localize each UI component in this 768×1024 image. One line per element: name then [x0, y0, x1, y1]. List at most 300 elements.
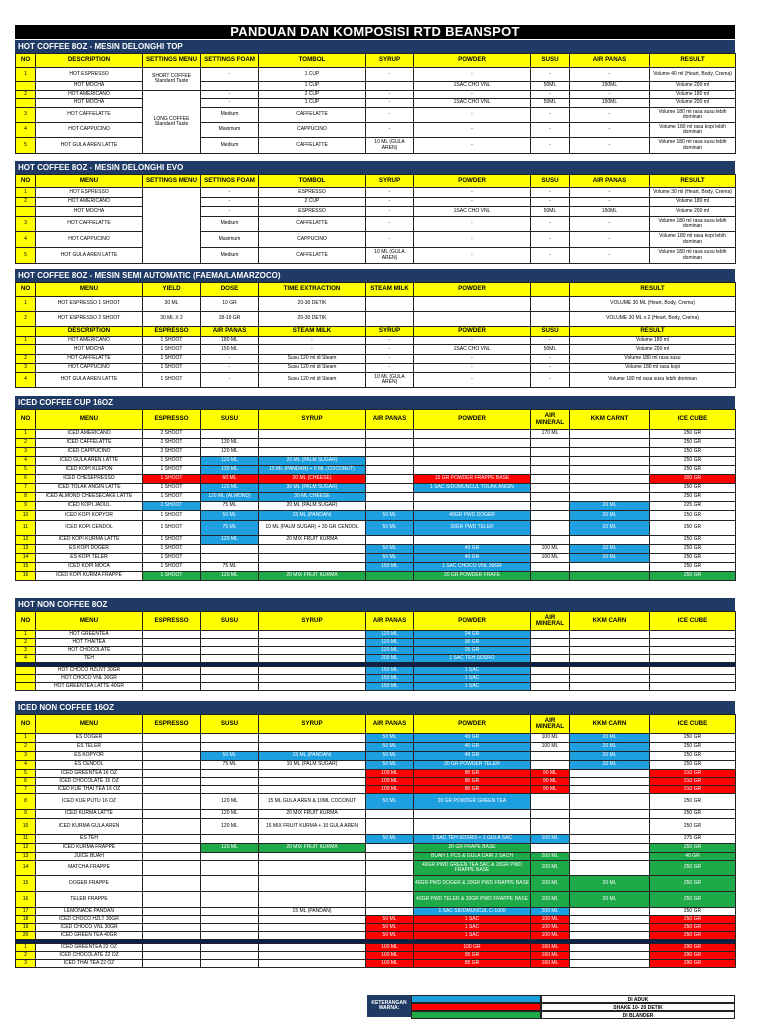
table-cell: HOT AMERICANO	[36, 337, 143, 345]
table-cell: 180 ML	[201, 337, 259, 345]
table-cell: CAFFELATTE	[259, 138, 366, 154]
column-header: SETTINGS FOAM	[201, 175, 259, 188]
table-cell: HOT GREENTEA	[36, 631, 143, 639]
table-cell	[143, 752, 201, 761]
table-cell: 250 GR	[650, 536, 736, 545]
table-row	[16, 91, 736, 99]
table-cell	[570, 952, 650, 960]
table-cell: 200 ML	[531, 853, 570, 861]
column-header: SETTINGS MENU	[143, 175, 201, 188]
table-cell: -	[201, 188, 259, 198]
table-cell: 1 CUP	[259, 68, 366, 82]
row-number-cell: 1	[16, 188, 36, 198]
table-cell: 90 ML	[531, 770, 570, 778]
table-cell	[570, 819, 650, 835]
table-row	[16, 430, 736, 439]
table-cell: 170 ML	[531, 430, 570, 439]
table-header-row	[16, 54, 736, 68]
table-row	[16, 457, 736, 466]
table-cell: 250 GR	[650, 752, 736, 761]
table-cell	[531, 794, 570, 810]
section-title: HOT COFFEE 8OZ - MESIN SEMI AUTOMATIC (FAEMA/LAMARZOCO)	[15, 269, 735, 282]
table-cell: -	[531, 91, 570, 99]
table-cell: Volume 180 ml rasa susu	[570, 355, 736, 364]
table-cell	[650, 675, 736, 683]
table-cell: ICED KOPI MOCA	[36, 563, 143, 572]
row-number-cell: 16	[16, 572, 36, 581]
table-cell: -	[531, 355, 570, 364]
table-header-row	[16, 612, 736, 631]
table-cell: CAFFELATTE	[259, 217, 366, 232]
table-cell	[201, 545, 259, 554]
table-cell	[570, 916, 650, 924]
table-cell: ICED KOPI CENDOL	[36, 521, 143, 536]
table-cell: 200 ML	[366, 655, 414, 663]
row-number-cell: 13	[16, 545, 36, 554]
table-cell	[531, 439, 570, 448]
table-cell	[570, 835, 650, 844]
table-cell: JUICE BUAH	[36, 853, 143, 861]
table-cell: 85 GR	[414, 960, 531, 968]
table-row	[16, 248, 736, 264]
table-cell: 1 SHOOT	[143, 484, 201, 493]
table-cell: 75 ML	[201, 521, 259, 536]
table-row	[16, 521, 736, 536]
table-cell	[201, 683, 259, 691]
table-row	[16, 631, 736, 639]
column-header: SUSU	[201, 715, 259, 734]
table-cell: ICED GULA AREN LATTE	[36, 457, 143, 466]
table-cell: 160 ML	[531, 944, 570, 952]
table-cell: 1 SAC	[414, 683, 531, 691]
table-cell	[143, 861, 201, 876]
column-header: MENU	[36, 715, 143, 734]
table-cell: ES KOPI DOGER	[36, 545, 143, 554]
table-cell: 40GR PWD TELER & 20GR PWD FRAPPE BASE	[414, 892, 531, 908]
table-cell: ICED GREENTEA 22 OZ	[36, 944, 143, 952]
table-cell: 80 GR	[414, 778, 531, 786]
table-row	[16, 511, 736, 521]
table-cell: CAPPUCINO	[259, 123, 366, 138]
table-cell: ICED KUE THAI TEA 16 OZ	[36, 786, 143, 794]
column-header: SUSU	[201, 410, 259, 430]
table-cell: 50ML	[531, 207, 570, 217]
column-header: RESULT	[570, 283, 736, 297]
column-header: SYRUP	[259, 612, 366, 631]
table-row	[16, 810, 736, 819]
table-cell	[201, 743, 259, 752]
table-cell: -	[414, 68, 531, 82]
table-cell: 1 SAC TEH SOSRO	[414, 655, 531, 663]
table-cell	[531, 457, 570, 466]
column-header: ICE CUBE	[650, 715, 736, 734]
table-cell: BUAH 1 PCS & GULA CAIR 2 SACH	[414, 853, 531, 861]
table-cell: Susu 120 ml di Steam	[259, 373, 366, 388]
table-cell: 100 GR	[414, 944, 531, 952]
table-cell	[570, 932, 650, 940]
table-cell: ICED CAPPUCINO	[36, 448, 143, 457]
table-cell: ESPRESSO	[259, 188, 366, 198]
table-cell: 10 ML (PALM SUGAR)	[259, 761, 366, 770]
table-cell: -	[366, 99, 414, 108]
column-header: ESPRESSO	[143, 612, 201, 631]
column-header: RESULT	[650, 175, 736, 188]
table-cell: 2 SHOOT	[143, 439, 201, 448]
row-number-cell: 14	[16, 861, 36, 876]
table-cell: HOT ESPRESSO	[36, 68, 143, 82]
table-cell: ESPRESSO	[143, 327, 201, 337]
table-cell: 75 ML	[201, 502, 259, 511]
table-cell: 250 GR	[650, 761, 736, 770]
table-cell: 20 ML	[570, 502, 650, 511]
table-row	[16, 743, 736, 752]
table-cell	[201, 82, 259, 91]
table-cell: 150ML	[570, 82, 650, 91]
table-cell: ICED CHESEPRESSO	[36, 475, 143, 484]
table-cell	[366, 297, 414, 312]
table-row	[16, 82, 736, 91]
table-cell	[201, 631, 259, 639]
table-cell: 50 ML	[366, 545, 414, 554]
table-cell	[414, 819, 531, 835]
table-cell: 1 SHOOT	[143, 545, 201, 554]
table-cell	[201, 430, 259, 439]
table-cell	[143, 734, 201, 743]
table-cell: -	[570, 198, 650, 207]
table-cell: 250 GR	[650, 511, 736, 521]
table-cell: -	[414, 123, 531, 138]
table-row	[16, 819, 736, 835]
table-cell	[143, 786, 201, 794]
row-number-cell	[16, 207, 36, 217]
table-cell	[531, 810, 570, 819]
table-cell	[570, 908, 650, 916]
table-cell: -	[366, 198, 414, 207]
table-cell: 1 SHOOT	[143, 466, 201, 475]
table-cell	[366, 448, 414, 457]
table-cell: 40 GR	[414, 752, 531, 761]
table-cell: -	[531, 337, 570, 345]
legend-swatch-shake	[411, 1003, 541, 1011]
table-cell: 120 ML	[201, 572, 259, 581]
table-cell: -	[366, 217, 414, 232]
table-cell: ICED KOPI KURMA LATTE	[36, 536, 143, 545]
table-cell: HOT CHOCO VNL 30GR	[36, 675, 143, 683]
table-cell: -	[414, 198, 531, 207]
table-cell: 150 ML	[366, 675, 414, 683]
table-cell	[259, 631, 366, 639]
table-cell: 20 ML	[570, 761, 650, 770]
table-cell: Volume 180 ml rasa kopi lebih dominan	[650, 232, 736, 248]
table-cell: Volume 180 ml	[650, 91, 736, 99]
table-cell: HOT CHOCO HZLNT 30GR	[36, 667, 143, 675]
table-cell: HOT GULA AREN LATTE	[36, 248, 143, 264]
table-cell	[366, 312, 414, 327]
row-number-cell: 19	[16, 924, 36, 932]
table-cell	[531, 521, 570, 536]
column-header: ESPRESSO	[143, 410, 201, 430]
table-cell: 1 SHOOT	[143, 572, 201, 581]
table-cell: 20-30 DETIK	[259, 312, 366, 327]
row-number-cell: 2	[16, 355, 36, 364]
table-cell	[259, 932, 366, 940]
table-row	[16, 667, 736, 675]
table-cell: 225 GR	[650, 502, 736, 511]
table-cell	[366, 810, 414, 819]
table-cell: 20 MIX FRUIT KURMA	[259, 536, 366, 545]
table-cell: -	[366, 345, 414, 355]
table-row	[16, 786, 736, 794]
table-cell	[650, 639, 736, 647]
table-cell: 20 GR POWDER GREEN TEA	[414, 794, 531, 810]
table-cell: 25 GR	[414, 647, 531, 655]
table-cell: 1 SHOOT	[143, 521, 201, 536]
table-cell: 290 GR	[650, 944, 736, 952]
table-cell: Susu 120 ml di Steam	[259, 364, 366, 373]
table-row	[16, 734, 736, 743]
table-cell: 15 MIX FRUIT KURMA + 10 GULA AREN	[259, 819, 366, 835]
table-cell	[143, 952, 201, 960]
table-cell: -	[366, 207, 414, 217]
table-row	[16, 232, 736, 248]
table-cell	[259, 861, 366, 876]
table-cell	[570, 675, 650, 683]
row-number-cell: 3	[16, 108, 36, 123]
row-number-cell	[16, 675, 36, 683]
table-cell: Volume 180 ml rasa susu lebih dominan	[650, 248, 736, 264]
table-cell	[259, 778, 366, 786]
table-cell: 20GR PWD TELER	[414, 521, 531, 536]
table-row	[16, 916, 736, 924]
table-cell: 100 ML	[531, 932, 570, 940]
table-cell: 100 ML	[531, 743, 570, 752]
row-number-cell: 1	[16, 631, 36, 639]
table-cell: 1SAC CHO VNL	[414, 99, 531, 108]
row-number-cell: 2	[16, 198, 36, 207]
table-cell: 250 GR	[650, 554, 736, 563]
table-cell	[531, 475, 570, 484]
table-cell: 1 SAC CHOCO VNL 30GR	[414, 563, 531, 572]
table-cell	[366, 536, 414, 545]
column-header: POWDER	[414, 175, 531, 188]
table-cell: 2 CUP	[259, 91, 366, 99]
table-cell	[531, 683, 570, 691]
table-cell: -	[414, 91, 531, 99]
table-row	[16, 545, 736, 554]
table-cell: 60 ML	[201, 475, 259, 484]
table-cell	[143, 944, 201, 952]
table-cell: -	[201, 373, 259, 388]
table-cell	[201, 667, 259, 675]
table-cell: 90 ML	[531, 786, 570, 794]
table-cell: 1 SHOOT	[143, 493, 201, 502]
row-number-cell: 8	[16, 493, 36, 502]
table-cell: HOT CAPPUCINO	[36, 364, 143, 373]
table-cell	[201, 861, 259, 876]
table-cell: ES DOGER	[36, 734, 143, 743]
row-number-cell: 3	[16, 960, 36, 968]
table-cell: 1 SAC SIDOMUNCUL TOLAK ANGIN	[414, 484, 531, 493]
table-cell: 120 ML	[201, 810, 259, 819]
table-cell: 200 GR	[650, 475, 736, 484]
table-cell: -	[531, 123, 570, 138]
column-header	[531, 283, 570, 297]
table-row	[16, 68, 736, 82]
table-cell	[201, 770, 259, 778]
table-row	[16, 876, 736, 892]
table-cell: -	[366, 364, 414, 373]
table-cell: 40 GR	[414, 734, 531, 743]
table-cell: 10 GR	[201, 297, 259, 312]
table-cell: 10 ML (PALM SUGAR) + 30 GR CENDOL	[259, 521, 366, 536]
table-cell	[366, 861, 414, 876]
column-header: YIELD	[143, 283, 201, 297]
table-row	[16, 108, 736, 123]
table-cell	[570, 572, 650, 581]
recipe-table	[15, 714, 736, 968]
table-cell: 15 ML (PANDAN)	[259, 511, 366, 521]
table-cell	[143, 778, 201, 786]
table-cell	[366, 844, 414, 853]
table-cell	[366, 502, 414, 511]
table-cell: 20 ML (CHEESE)	[259, 475, 366, 484]
table-cell	[570, 794, 650, 810]
table-cell: 20 MIX FRUIT KURMA	[259, 572, 366, 581]
table-cell: RESULT	[570, 327, 736, 337]
row-number-cell: 1	[16, 297, 36, 312]
row-number-cell: 1	[16, 68, 36, 82]
table-cell: 20 MIX FRUIT KURMA	[259, 844, 366, 853]
table-cell: 150 ML	[201, 345, 259, 355]
table-cell: 150 ML	[366, 683, 414, 691]
table-cell: HOT GULA AREN LATTE	[36, 373, 143, 388]
table-cell: 120 ML	[201, 794, 259, 810]
table-cell	[414, 457, 531, 466]
table-row	[16, 448, 736, 457]
table-cell: CAFFELATTE	[259, 108, 366, 123]
table-cell: -	[570, 248, 650, 264]
table-cell	[570, 667, 650, 675]
table-row	[16, 924, 736, 932]
table-cell	[259, 960, 366, 968]
table-cell: 20 ML	[570, 752, 650, 761]
table-cell: Volume 200 ml	[650, 99, 736, 108]
table-cell	[531, 761, 570, 770]
column-header: STEAM MILK	[366, 283, 414, 297]
table-cell	[366, 466, 414, 475]
column-header: SUSU	[531, 175, 570, 188]
table-cell: 1 SAC	[414, 675, 531, 683]
legend-label: KETERANGAN WARNA:	[367, 995, 411, 1017]
table-cell	[531, 752, 570, 761]
table-cell	[414, 536, 531, 545]
table-cell: 1 SHOOT	[143, 475, 201, 484]
table-cell: 120 ML	[201, 844, 259, 853]
table-cell: 40 GR	[650, 853, 736, 861]
table-cell	[143, 892, 201, 908]
table-row	[16, 484, 736, 493]
table-row	[16, 312, 736, 327]
table-row	[16, 639, 736, 647]
table-cell: -	[201, 207, 259, 217]
column-header: POWDER	[414, 612, 531, 631]
table-cell: 50 ML	[366, 794, 414, 810]
table-cell: 160 ML	[531, 960, 570, 968]
column-header: KKM CARN	[570, 715, 650, 734]
table-cell	[201, 835, 259, 844]
table-cell: ICED AMERICANO	[36, 430, 143, 439]
row-number-cell: 7	[16, 786, 36, 794]
table-cell: -	[531, 232, 570, 248]
table-cell: 20 GR FRAPE BASE	[414, 844, 531, 853]
row-number-cell	[16, 345, 36, 355]
table-row	[16, 647, 736, 655]
row-number-cell: 3	[16, 647, 36, 655]
table-cell: HOT THAITEA	[36, 639, 143, 647]
table-cell: 100 ML	[531, 861, 570, 876]
row-number-cell: 2	[16, 91, 36, 99]
column-header: ICE CUBE	[650, 410, 736, 430]
table-cell: -	[366, 68, 414, 82]
table-cell: Volume 180 ml rasa kopi	[570, 364, 736, 373]
table-cell: -	[201, 91, 259, 99]
table-cell: 1 SHOOT	[143, 373, 201, 388]
table-cell	[414, 430, 531, 439]
table-cell: Volume 180 ml rasa kopi lebih dominan	[650, 123, 736, 138]
table-cell: 150ML	[570, 99, 650, 108]
row-number-cell: 11	[16, 835, 36, 844]
table-cell	[570, 631, 650, 639]
table-row	[16, 207, 736, 217]
table-cell: ICED CHOCOLATE 16 OZ	[36, 778, 143, 786]
table-cell: VOLUME 30 ML x 2 (Heart, Body, Crema)	[570, 312, 736, 327]
row-number-cell: 16	[16, 892, 36, 908]
table-cell: -	[366, 188, 414, 198]
table-cell: 20 ML	[570, 734, 650, 743]
table-cell: ICED CAFFELATTE	[36, 439, 143, 448]
table-cell	[143, 853, 201, 861]
table-cell: ICED KURMA GULA AREN	[36, 819, 143, 835]
table-cell: -	[531, 198, 570, 207]
table-cell: ICED KOPI KURMA FRAPPE	[36, 572, 143, 581]
table-cell: 90 ML	[531, 778, 570, 786]
row-number-cell: 4	[16, 457, 36, 466]
table-cell: 250 GR	[650, 844, 736, 853]
table-cell: 150 ML	[366, 667, 414, 675]
table-cell: TEH	[36, 655, 143, 663]
table-cell: HOT ESPRESSO	[36, 188, 143, 198]
table-cell: 50 ML	[366, 511, 414, 521]
table-cell: 250 GR	[650, 810, 736, 819]
table-cell: 20-30 DETIK	[259, 297, 366, 312]
section-title: ICED COFFEE CUP 16OZ	[15, 396, 735, 409]
table-cell: POWDER	[414, 327, 531, 337]
table-cell	[16, 327, 36, 337]
table-cell: LONG COFFEE Standard Taste	[143, 91, 201, 154]
table-cell: Volume 180 ml rasa susu lebih dominan	[650, 217, 736, 232]
table-cell	[143, 844, 201, 853]
table-cell	[570, 448, 650, 457]
table-cell: 1 SHOOT	[143, 355, 201, 364]
page-title: PANDUAN DAN KOMPOSISI RTD BEANSPOT	[15, 25, 735, 39]
table-cell: -	[414, 364, 531, 373]
table-row	[16, 892, 736, 908]
table-cell: 120 ML (ALMOND)	[201, 493, 259, 502]
table-cell: 20 GR POWDER FRAFE	[414, 572, 531, 581]
table-cell	[259, 892, 366, 908]
table-cell	[143, 819, 201, 835]
column-header: POWDER	[414, 283, 531, 297]
